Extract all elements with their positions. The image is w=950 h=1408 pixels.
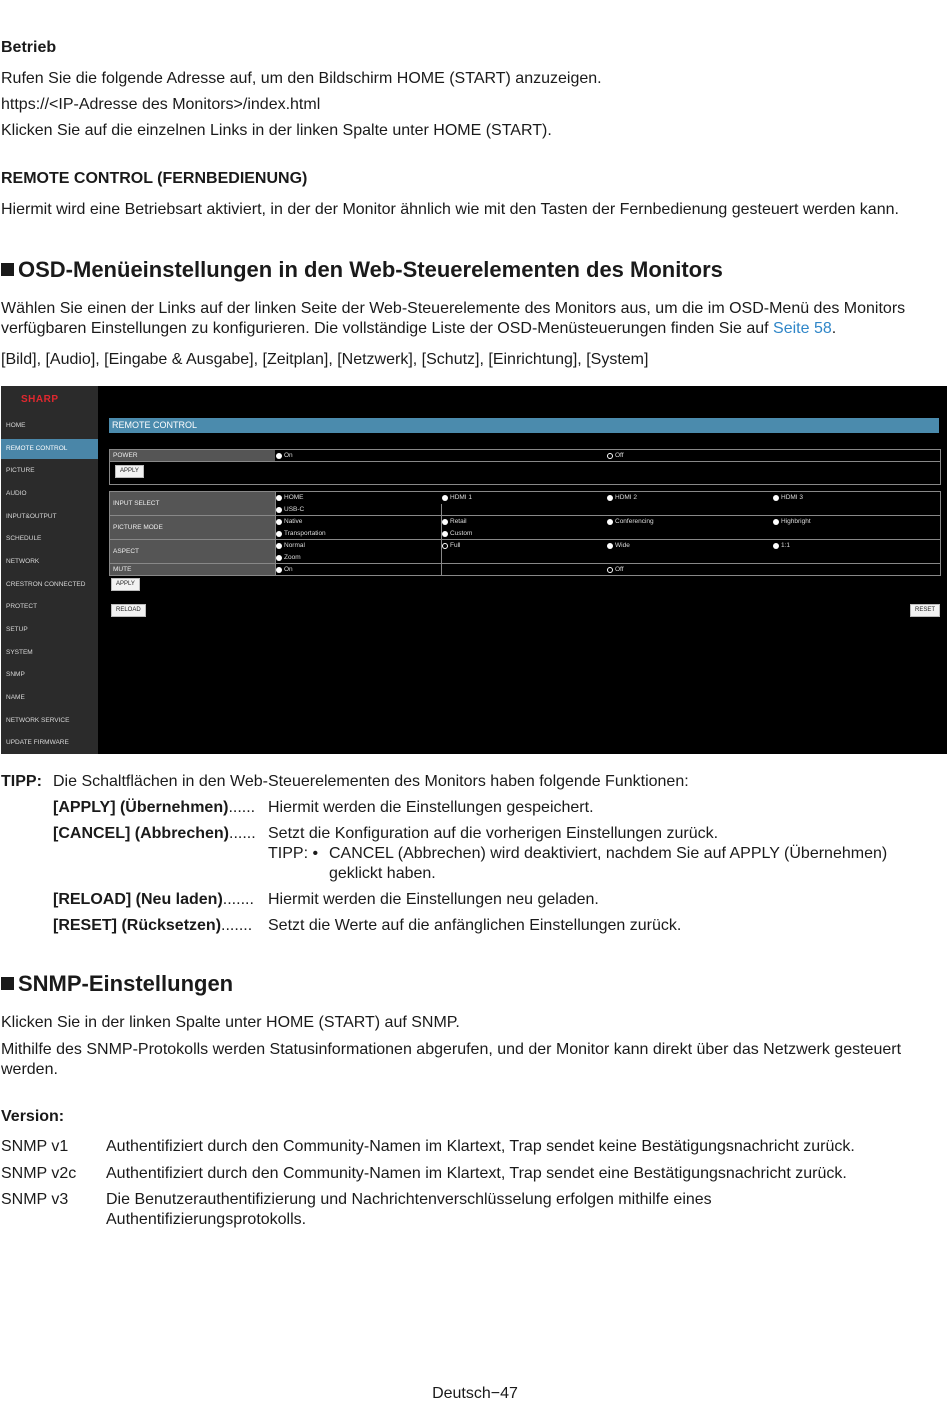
tipp-label: TIPP: [1,773,42,790]
tipp-term-apply: [APPLY] (Übernehmen)...... [53,799,256,816]
mute-on-option[interactable]: On [276,564,293,575]
input-hdmi1-option[interactable]: HDMI 1 [442,492,472,503]
radio-icon [276,531,282,537]
tipp-desc-reload: Hiermit werden die Einstellungen neu geladen. [268,891,599,908]
picture-transportation-option[interactable]: Transportation [276,528,326,539]
aspect-normal-option[interactable]: Normal [276,540,305,551]
tipp-term-cancel: [CANCEL] (Abbrechen)...... [53,825,256,842]
aspect-wide-option[interactable]: Wide [607,540,630,551]
version-desc-v3-line-2: Authentifizierungsprotokolls. [106,1211,307,1228]
picture-native-option[interactable]: Native [276,516,302,527]
version-name-v2c: SNMP v2c [1,1165,77,1182]
radio-icon [773,519,779,525]
column-divider [275,492,276,575]
input-home-option[interactable]: HOME [276,492,304,503]
snmp-paragraph-2-line-1: Mithilfe des SNMP-Protokolls werden Statusinformationen abgerufen, und der Monitor kann direkt über das Netzwerk gesteuert [1,1041,902,1058]
power-table [109,449,941,485]
nav-audio[interactable]: AUDIO [6,490,27,497]
sharp-logo: SHARP [21,394,59,405]
nav-remote-control[interactable]: REMOTE CONTROL [1,439,98,459]
tipp-desc-reset: Setzt die Werte auf die anfänglichen Einstellungen zurück. [268,917,682,934]
radio-icon [276,543,282,549]
osd-heading: OSD-Menüeinstellungen in den Web-Steuerelementen des Monitors [1,257,723,283]
radio-icon [276,453,282,459]
divider [110,461,940,462]
snmp-paragraph-2-line-2: werden. [1,1061,58,1078]
radio-selected-icon [607,453,613,459]
power-label: POWER [110,450,275,461]
version-heading: Version: [1,1108,65,1125]
nav-snmp[interactable]: SNMP [6,671,25,678]
square-bullet-icon [1,263,14,276]
power-off-option[interactable]: Off [607,450,624,461]
nav-picture[interactable]: PICTURE [6,467,35,474]
nav-system[interactable]: SYSTEM [6,649,33,656]
radio-selected-icon [442,543,448,549]
version-name-v1: SNMP v1 [1,1138,69,1155]
tipp-term-reset: [RESET] (Rücksetzen)....... [53,917,253,934]
tipp-intro: Die Schaltflächen in den Web-Steuerelementen des Monitors haben folgende Funktionen: [53,773,689,790]
apply-button[interactable]: APPLY [115,465,144,478]
betrieb-line-3: Klicken Sie auf die einzelnen Links in der linken Spalte unter HOME (START). [1,122,552,139]
mute-label: MUTE [110,564,275,575]
radio-icon [276,519,282,525]
betrieb-heading: Betrieb [1,39,57,56]
mute-off-option[interactable]: Off [607,564,624,575]
nav-input-output[interactable]: INPUT&OUTPUT [6,513,57,520]
nav-protect[interactable]: PROTECT [6,603,38,610]
nav-crestron-connected[interactable]: CRESTRON CONNECTED [6,581,86,588]
radio-icon [773,543,779,549]
page-footer: Deutsch−47 [432,1385,518,1402]
power-on-option[interactable]: On [276,450,293,461]
betrieb-line-1: Rufen Sie die folgende Adresse auf, um den Bildschirm HOME (START) anzuzeigen. [1,70,602,87]
radio-icon [276,567,282,573]
osd-paragraph-line-2: verfügbaren Einstellungen zu konfigurieren. Die vollständige Liste der OSD-Menüsteuerungen finden Sie auf Seite 58. [1,320,837,337]
radio-icon [276,495,282,501]
remote-text: Hiermit wird eine Betriebsart aktiviert, in der der Monitor ähnlich wie mit den Tasten der Fernbedienung gesteuert werden kann. [1,201,899,218]
tipp-sub-line-2: geklickt haben. [329,865,436,882]
picture-highbright-option[interactable]: Highbright [773,516,811,527]
nav-update-firmware[interactable]: UPDATE FIRMWARE [6,739,69,746]
tipp-desc-apply: Hiermit werden die Einstellungen gespeichert. [268,799,594,816]
nav-name[interactable]: NAME [6,694,25,701]
nav-home[interactable]: HOME [6,422,26,429]
picture-conferencing-option[interactable]: Conferencing [607,516,654,527]
nav-schedule[interactable]: SCHEDULE [6,535,42,542]
sidebar [1,386,98,754]
square-bullet-icon [1,977,14,990]
snmp-paragraph-1: Klicken Sie in der linken Spalte unter HOME (START) auf SNMP. [1,1014,460,1031]
radio-icon [607,543,613,549]
reset-button[interactable]: RESET [910,604,940,617]
input-usbc-option[interactable]: USB-C [276,504,304,515]
radio-icon [442,531,448,537]
input-hdmi3-option[interactable]: HDMI 3 [773,492,803,503]
aspect-label: ASPECT [110,540,275,563]
version-desc-v1: Authentifiziert durch den Community-Namen im Klartext, Trap sendet keine Bestätigungsnachricht zurück. [106,1138,855,1155]
tipp-term-reload: [RELOAD] (Neu laden)....... [53,891,254,908]
radio-icon [442,495,448,501]
radio-icon [607,519,613,525]
web-control-screenshot [1,386,947,754]
radio-icon [773,495,779,501]
picture-retail-option[interactable]: Retail [442,516,467,527]
nav-network[interactable]: NETWORK [6,558,40,565]
radio-selected-icon [607,567,613,573]
picture-mode-label: PICTURE MODE [110,516,275,539]
apply-button-2[interactable]: APPLY [111,578,140,591]
tipp-sub-line-1: CANCEL (Abbrechen) wird deaktiviert, nachdem Sie auf APPLY (Übernehmen) [329,845,888,862]
radio-icon [276,555,282,561]
radio-icon [607,495,613,501]
page-58-link[interactable]: Seite 58 [773,320,832,337]
bullet-icon: • [312,845,319,862]
osd-paragraph-line-1: Wählen Sie einen der Links auf der linken Seite der Web-Steuerelemente des Monitors aus, um die im OSD-Menü des Monitors [1,300,906,317]
aspect-1to1-option[interactable]: 1:1 [773,540,790,551]
radio-icon [276,507,282,513]
column-divider [441,504,442,575]
aspect-full-option[interactable]: Full [442,540,460,551]
panel-title: REMOTE CONTROL [109,418,939,433]
tipp-sub-label: TIPP: • [268,845,319,862]
version-desc-v3: Die Benutzerauthentifizierung und Nachrichtenverschlüsselung erfolgen mithilfe eines [106,1191,712,1208]
remote-heading: REMOTE CONTROL (FERNBEDIENUNG) [1,170,308,187]
input-select-label: INPUT SELECT [110,492,275,515]
version-desc-v2c: Authentifiziert durch den Community-Namen im Klartext, Trap sendet eine Bestätigungsnachricht zurück. [106,1165,847,1182]
version-name-v3: SNMP v3 [1,1191,69,1208]
reload-button[interactable]: RELOAD [111,604,146,617]
nav-setup[interactable]: SETUP [6,626,28,633]
tipp-desc-cancel: Setzt die Konfiguration auf die vorherigen Einstellungen zurück. [268,825,719,842]
nav-network-service[interactable]: NETWORK SERVICE [6,717,70,724]
picture-custom-option[interactable]: Custom [442,528,472,539]
snmp-heading: SNMP-Einstellungen [1,971,233,997]
input-hdmi2-option[interactable]: HDMI 2 [607,492,637,503]
betrieb-line-2: https://<IP-Adresse des Monitors>/index.html [1,96,321,113]
aspect-zoom-option[interactable]: Zoom [276,552,301,563]
settings-table [109,491,941,576]
radio-icon [442,519,448,525]
osd-menu-list: [Bild], [Audio], [Eingabe & Ausgabe], [Zeitplan], [Netzwerk], [Schutz], [Einrichtung], [System] [1,351,649,368]
